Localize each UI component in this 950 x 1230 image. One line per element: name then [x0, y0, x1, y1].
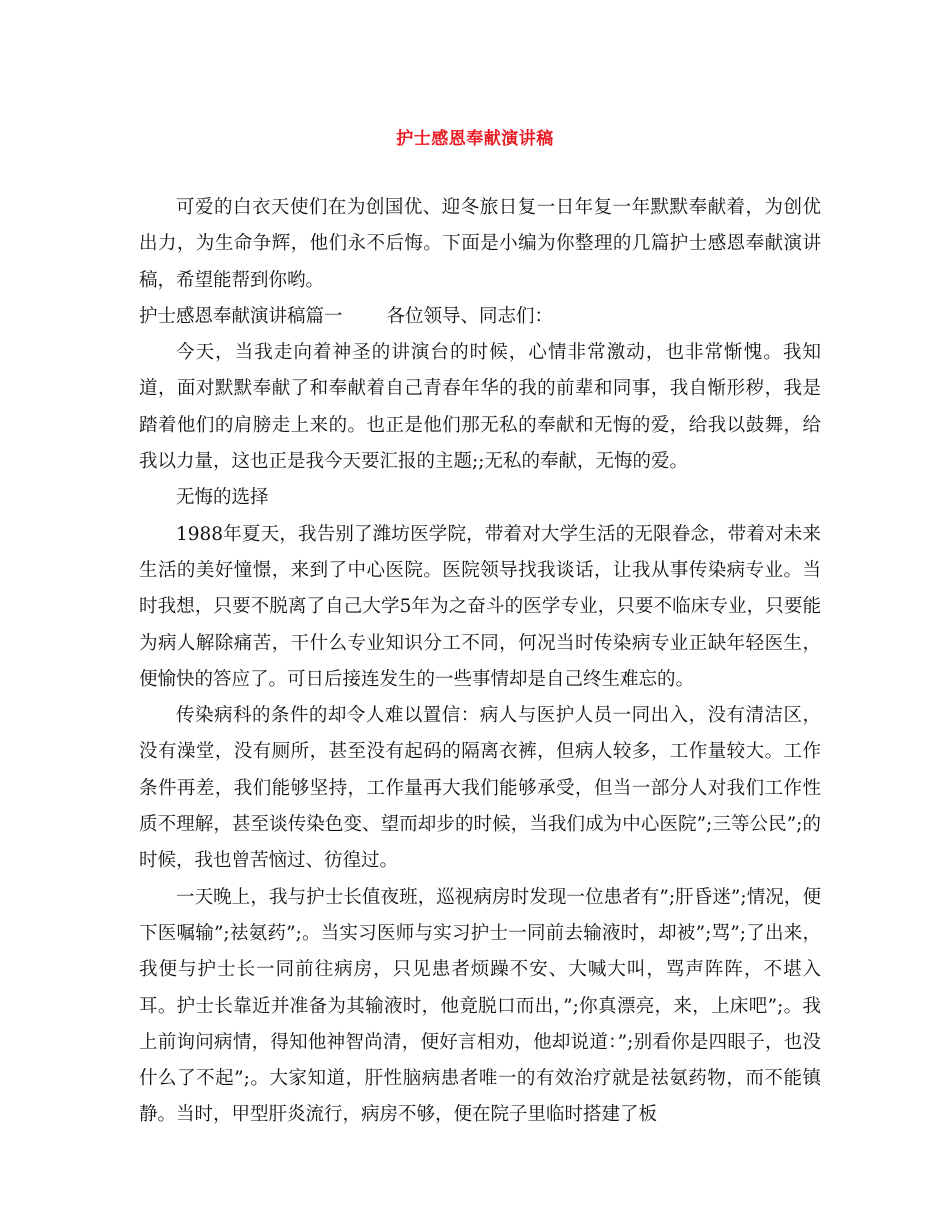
body-paragraph-4: 一天晚上，我与护士长值夜班，巡视病房时发现一位患者有”;肝昏迷”;情况，便下医嘱输”;祛氨药”;。当实习医师与实习护士一同前去输液时，却被”;骂”;了出来，我便与护士长一同前往病房，只见患者烦躁不安、大喊大叫，骂声阵阵，不堪入耳。护士长靠近并准备为其输液时，他竟脱口而出，”;你真漂亮，来，上床吧”;。我上前询问病情，得知他神智尚清，便好言相劝，他却说道：”;别看你是四眼子，也没什么了不起”;。大家知道，肝性脑病患者唯一的有效治疗就是祛氨药物，而不能镇静。当时，甲型肝炎流行，病房不够，便在院子里临时搭建了板 [139, 886, 821, 1126]
subheading-paragraph: 无悔的选择 [176, 487, 269, 509]
salutation: 各位领导、同志们： [386, 305, 554, 327]
section-heading: 护士感恩奉献演讲稿篇一 [139, 305, 343, 327]
document-title: 护士感恩奉献演讲稿 [396, 129, 554, 149]
section-heading-line [139, 299, 821, 335]
body-paragraph-2: 1988年夏天，我告别了潍坊医学院，带着对大学生活的无限眷念，带着对未来生活的美好憧憬，来到了中心医院。医院领导找我谈话，让我从事传染病专业。当时我想，只要不脱离了自己大学5年为之奋斗的医学专业，只要不临床专业，只要能为病人解除痛苦，干什么专业知识分工不同，何况当时传染病专业正缺年轻医生，便愉快的答应了。可日后接连发生的一些事情却是自己终生难忘的。 [139, 523, 821, 690]
document-body [139, 190, 821, 1134]
intro-paragraph: 可爱的白衣天使们在为创国优、迎冬旅日复一日年复一年默默奉献着，为创优出力，为生命争辉，他们永不后悔。下面是小编为你整理的几篇护士感恩奉献演讲稿，希望能帮到你哟。 [139, 197, 821, 291]
body-paragraph-3: 传染病科的条件的却令人难以置信：病人与医护人员一同出入，没有清洁区，没有澡堂，没有厕所，甚至没有起码的隔离衣裤，但病人较多，工作量较大。工作条件再差，我们能够坚持，工作量再大我们能够承受，但当一部分人对我们工作性质不理解，甚至谈传染色变、望而却步的时候，当我们成为中心医院”;三等公民”;的时候，我也曾苦恼过、彷徨过。 [139, 705, 821, 872]
body-paragraph-1: 今天，当我走向着神圣的讲演台的时候，心情非常激动，也非常惭愧。我知道，面对默默奉献了和奉献着自己青春年华的我的前辈和同事，我自惭形秽，我是踏着他们的肩膀走上来的。也正是他们那无私的奉献和无悔的爱，给我以鼓舞，给我以力量，这也正是我今天要汇报的主题;;无私的奉献，无悔的爱。 [139, 342, 821, 473]
